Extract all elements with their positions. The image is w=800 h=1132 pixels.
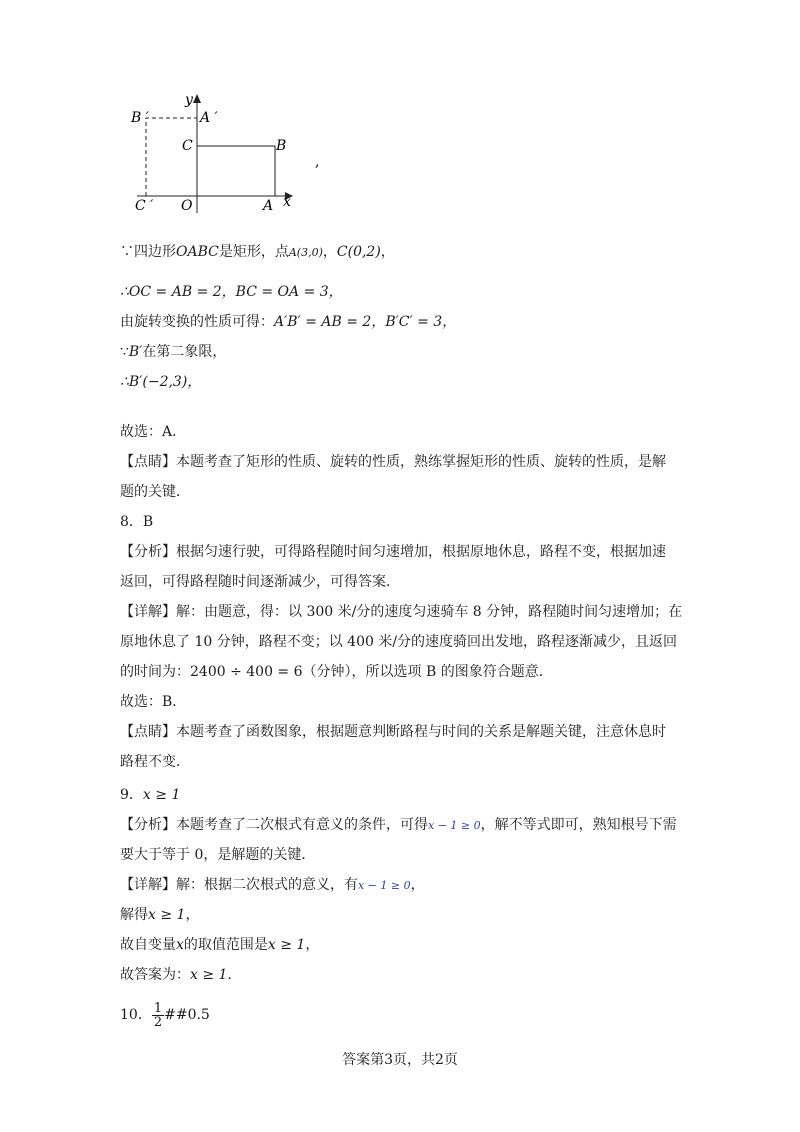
label-b: B (276, 138, 287, 154)
math-inequality: x − 1 ≥ 0 (358, 879, 411, 892)
label-c: C (182, 138, 193, 154)
y-axis-arrow (193, 94, 201, 103)
line-15: 故选：B． (120, 694, 187, 710)
line-20: 要大于等于 0，是解题的关键． (120, 847, 316, 863)
label-a: A (263, 198, 274, 214)
text: ， (305, 937, 320, 953)
text: 在第二象限， (142, 344, 227, 360)
fraction (152, 1002, 164, 1029)
math-division: 2400 ÷ 400 = 6 (190, 664, 303, 680)
question-number: 10． (120, 1007, 152, 1023)
label-a-prime: A ′ (200, 110, 218, 126)
text: 的取值范围是 (183, 937, 268, 953)
question-number: 9． (120, 787, 143, 803)
text: ， (322, 244, 337, 260)
line-21 (120, 875, 425, 896)
text: ##0.5 (164, 1007, 210, 1023)
label-y: y (185, 92, 193, 108)
text: 【详解】解：根据二次根式的意义，有 (120, 877, 358, 893)
line-1 (120, 242, 395, 263)
page-footer: 答案第3页，共2页 (342, 1052, 458, 1068)
line-3 (120, 312, 456, 332)
math-oabc: OABC (176, 244, 219, 260)
text: ∵ (120, 344, 129, 360)
math-x: x (176, 937, 184, 953)
rotation-figure (125, 88, 325, 228)
text: 【分析】本题考查了二次根式有意义的条件，可得 (120, 817, 428, 833)
math-point-a: A(3,0) (288, 246, 323, 259)
line-14 (120, 662, 553, 682)
fraction-numerator: 1 (153, 1000, 163, 1016)
line-13: 原地休息了 10 分钟，路程不变；以 400 米/分的速度骑回出发地，路程逐渐减少，且返回 (120, 634, 678, 650)
text: 故自变量 (120, 937, 176, 953)
line-8: 题的关键． (120, 484, 190, 500)
line-10: 【分析】根据匀速行驶，可得路程随时间匀速增加，根据原地休息，路程不变，根据加速 (120, 544, 666, 560)
rect-rotated (146, 118, 197, 196)
line-2: ∴OC = AB = 2，BC = OA = 3， (120, 284, 343, 300)
text: ， (185, 907, 200, 923)
rect-oabc (197, 146, 275, 196)
fraction-denominator: 2 (153, 1014, 163, 1030)
line-17: 路程不变． (120, 754, 190, 770)
math-inequality: x − 1 ≥ 0 (428, 819, 481, 832)
text: 是矩形，点 (218, 244, 289, 260)
line-9: 8．B (120, 514, 154, 530)
label-o: O (181, 198, 193, 214)
line-24 (120, 965, 241, 985)
text: ． (227, 967, 242, 983)
line-25 (120, 998, 210, 1032)
line-23 (120, 935, 319, 955)
math-b-prime: B′ (128, 344, 143, 360)
line-5: ∴B′(−2,3)， (120, 374, 202, 390)
label-c-prime: C ′ (135, 198, 154, 214)
label-b-prime: B ′ (131, 110, 149, 126)
text: 由旋转变换的性质可得： (120, 314, 274, 330)
text: ，解不等式即可，熟知根号下需 (480, 817, 677, 833)
line-6: 故选：A． (120, 424, 187, 440)
line-16: 【点睛】本题考查了函数图象，根据题意判断路程与时间的关系是解题关键，注意休息时 (120, 724, 666, 740)
line-11: 返回，可得路程随时间逐渐减少，可得答案． (120, 574, 400, 590)
line-4 (120, 342, 226, 362)
text: ∵四边形 (120, 244, 176, 260)
line-18 (120, 785, 180, 805)
figure-comma: , (315, 154, 320, 170)
text: ， (410, 877, 425, 893)
line-12: 【详解】解：由题意，得：以 300 米/分的速度匀速骑车 8 分钟，路程随时间匀速增加；在 (120, 604, 683, 620)
math-range: x ≥ 1 (267, 937, 306, 953)
text: 故答案为： (120, 967, 190, 983)
math-answer: x ≥ 1 (142, 787, 181, 803)
line-7: 【点睛】本题考查了矩形的性质、旋转的性质，熟练掌握矩形的性质、旋转的性质，是解 (120, 454, 666, 470)
math-point-c: C(0,2) (336, 244, 381, 260)
math-rotation: A′B′ = AB = 2，B′C′ = 3， (274, 314, 457, 330)
math-solution: x ≥ 1 (148, 907, 186, 923)
line-22 (120, 905, 199, 925)
text: 解得 (120, 907, 148, 923)
label-x: x (283, 194, 291, 210)
coordinate-diagram (125, 88, 325, 228)
line-19 (120, 815, 677, 836)
math-answer: x ≥ 1 (190, 967, 228, 983)
text: 的时间为： (120, 664, 190, 680)
text: （分钟），所以选项 B 的图象符合题意． (302, 664, 553, 680)
text: ， (380, 244, 395, 260)
